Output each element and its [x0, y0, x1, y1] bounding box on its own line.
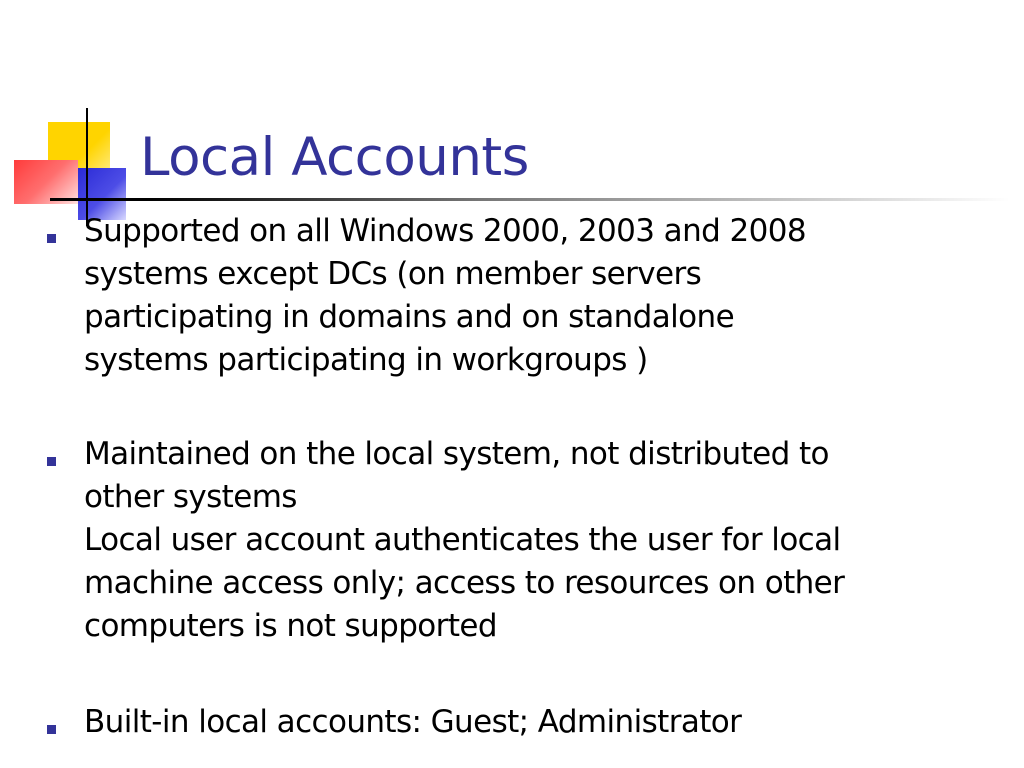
bullet-line: Maintained on the local system, not distributed to — [84, 436, 829, 472]
bullet-line: systems except DCs (on member servers — [84, 256, 702, 292]
bullet-line: machine access only; access to resources on other — [84, 565, 845, 601]
bullet-line: Built-in local accounts: Guest; Administrator — [84, 704, 742, 740]
slide-title: Local Accounts — [140, 127, 529, 188]
bullet-line: participating in domains and on standalone — [84, 299, 735, 335]
title-underline — [50, 198, 1010, 201]
bullet-line: other systems — [84, 479, 297, 515]
bullet-line: computers is not supported — [84, 608, 497, 644]
bullet-text — [84, 701, 1014, 744]
bullet-line: systems participating in workgroups ) — [84, 342, 648, 378]
bullet-marker-icon — [47, 457, 56, 466]
bullet-text — [84, 210, 1014, 382]
bullet-marker-icon — [47, 725, 56, 734]
bullet-line: Local user account authenticates the user for local — [84, 522, 841, 558]
bullet-marker-icon — [47, 234, 56, 243]
vertical-rule — [86, 108, 88, 226]
bullet-text — [84, 433, 1014, 648]
slide-logo-decoration — [0, 0, 150, 230]
bullet-line: Supported on all Windows 2000, 2003 and 2008 — [84, 213, 806, 249]
